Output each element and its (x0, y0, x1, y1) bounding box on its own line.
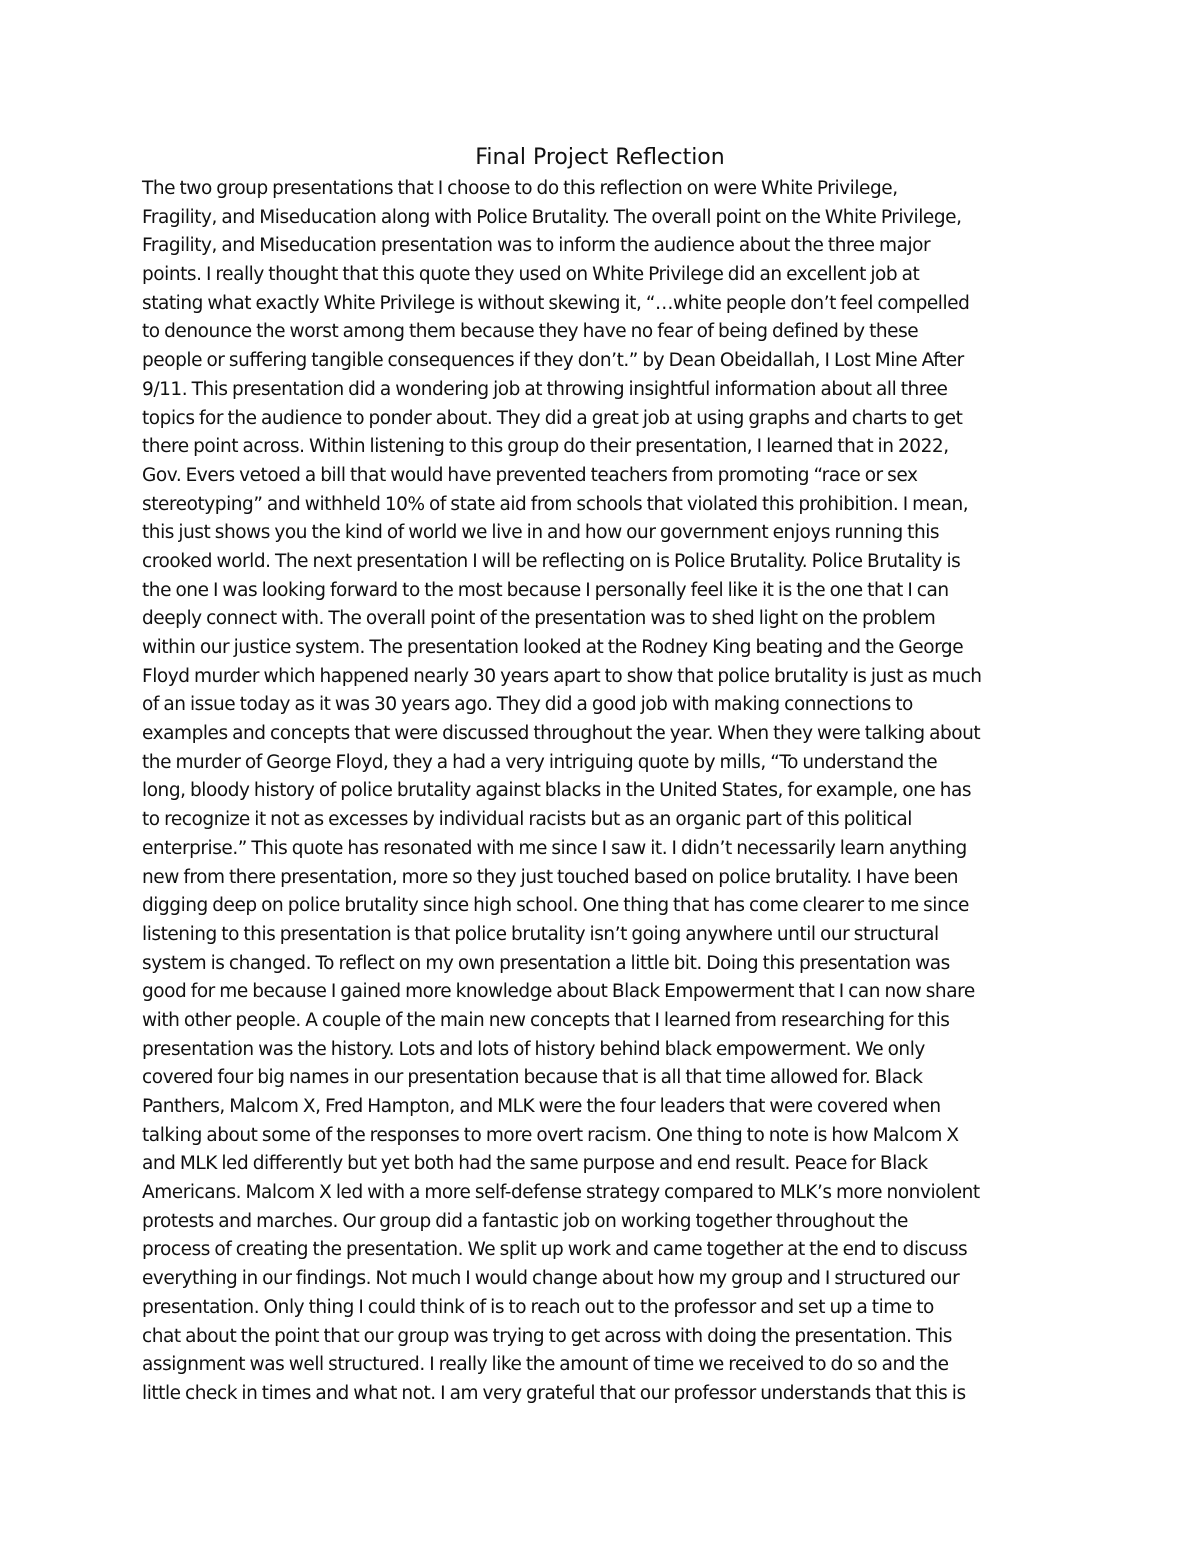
text-line: examples and concepts that were discussed throughout the year. When they were talking about (142, 723, 981, 745)
text-line: new from there presentation, more so they just touched based on police brutality. I have been (142, 866, 959, 888)
text-line: and MLK led differently but yet both had the same purpose and end result. Peace for Black (142, 1153, 928, 1175)
text-line: deeply connect with. The overall point of the presentation was to shed light on the problem (142, 608, 936, 630)
text-line: there point across. Within listening to this group do their presentation, I learned that in 2022, (142, 436, 949, 458)
text-line: Fragility, and Miseducation presentation was to inform the audience about the three major (142, 235, 931, 257)
text-line: the one I was looking forward to the most because I personally feel like it is the one that I can (142, 579, 949, 601)
text-line: protests and marches. Our group did a fantastic job on working together throughout the (142, 1210, 908, 1232)
text-line: to denounce the worst among them because they have no fear of being defined by these (142, 321, 919, 343)
text-line: stereotyping” and withheld 10% of state aid from schools that violated this prohibition. I mean, (142, 493, 969, 515)
text-line: this just shows you the kind of world we live in and how our government enjoys running this (142, 522, 940, 544)
text-line: of an issue today as it was 30 years ago. They did a good job with making connections to (142, 694, 913, 716)
text-line: presentation. Only thing I could think of is to reach out to the professor and set up a time to (142, 1296, 934, 1318)
text-line: topics for the audience to ponder about. They did a great job at using graphs and charts to get (142, 407, 963, 429)
text-line: Americans. Malcom X led with a more self-defense strategy compared to MLK’s more nonviolent (142, 1182, 980, 1204)
text-line: good for me because I gained more knowledge about Black Empowerment that I can now share (142, 981, 975, 1003)
text-line: the murder of George Floyd, they a had a very intriguing quote by mills, “To understand the (142, 751, 938, 773)
text-line: everything in our findings. Not much I would change about how my group and I structured our (142, 1268, 960, 1290)
text-line: Panthers, Malcom X, Fred Hampton, and MLK were the four leaders that were covered when (142, 1096, 941, 1117)
text-line: crooked world. The next presentation I will be reflecting on is Police Brutality. Police Brutality is (142, 550, 961, 572)
text-line: to recognize it not as excesses by individual racists but as an organic part of this political (142, 809, 912, 831)
text-line: presentation was the history. Lots and lots of history behind black empowerment. We only (142, 1038, 925, 1060)
text-line: chat about the point that our group was trying to get across with doing the presentation. This (142, 1325, 952, 1347)
text-line: Fragility, and Miseducation along with Police Brutality. The overall point on the White Privilege, (142, 206, 962, 228)
text-line: 9/11. This presentation did a wondering job at throwing insightful information about all three (142, 378, 948, 400)
text-line: talking about some of the responses to more overt racism. One thing to note is how Malcom X (142, 1124, 959, 1146)
text-line: Floyd murder which happened nearly 30 years apart to show that police brutality is just as much (142, 665, 982, 687)
text-line: process of creating the presentation. We split up work and came together at the end to discuss (142, 1239, 968, 1261)
text-line: little check in times and what not. I am very grateful that our professor understands that this is (142, 1382, 966, 1404)
text-line: people or suffering tangible consequences if they don’t.” by Dean Obeidallah, I Lost Mine After (142, 350, 964, 372)
text-line: long, bloody history of police brutality against blacks in the United States, for example, one has (142, 780, 972, 802)
page-title: Final Project Reflection (475, 145, 725, 170)
text-line: stating what exactly White Privilege is without skewing it, “…white people don’t feel compelled (142, 292, 970, 314)
text-line: system is changed. To reflect on my own presentation a little bit. Doing this presentation was (142, 952, 950, 974)
reflection-body (142, 175, 1082, 1409)
text-line: listening to this presentation is that police brutality isn’t going anywhere until our structural (142, 923, 939, 945)
text-line: enterprise.” This quote has resonated with me since I saw it. I didn’t necessarily learn anything (142, 837, 967, 859)
text-line: digging deep on police brutality since high school. One thing that has come clearer to me since (142, 895, 969, 917)
text-line: points. I really thought that this quote they used on White Privilege did an excellent job at (142, 264, 920, 286)
text-line: The two group presentations that I choose to do this reflection on were White Privilege, (142, 178, 898, 199)
text-line: Gov. Evers vetoed a bill that would have prevented teachers from promoting “race or sex (142, 464, 918, 486)
text-line: covered four big names in our presentation because that is all that time allowed for. Black (142, 1067, 923, 1089)
text-line: with other people. A couple of the main new concepts that I learned from researching for this (142, 1009, 950, 1031)
text-line: within our justice system. The presentation looked at the Rodney King beating and the George (142, 637, 964, 658)
text-line: assignment was well structured. I really like the amount of time we received to do so and the (142, 1354, 949, 1376)
